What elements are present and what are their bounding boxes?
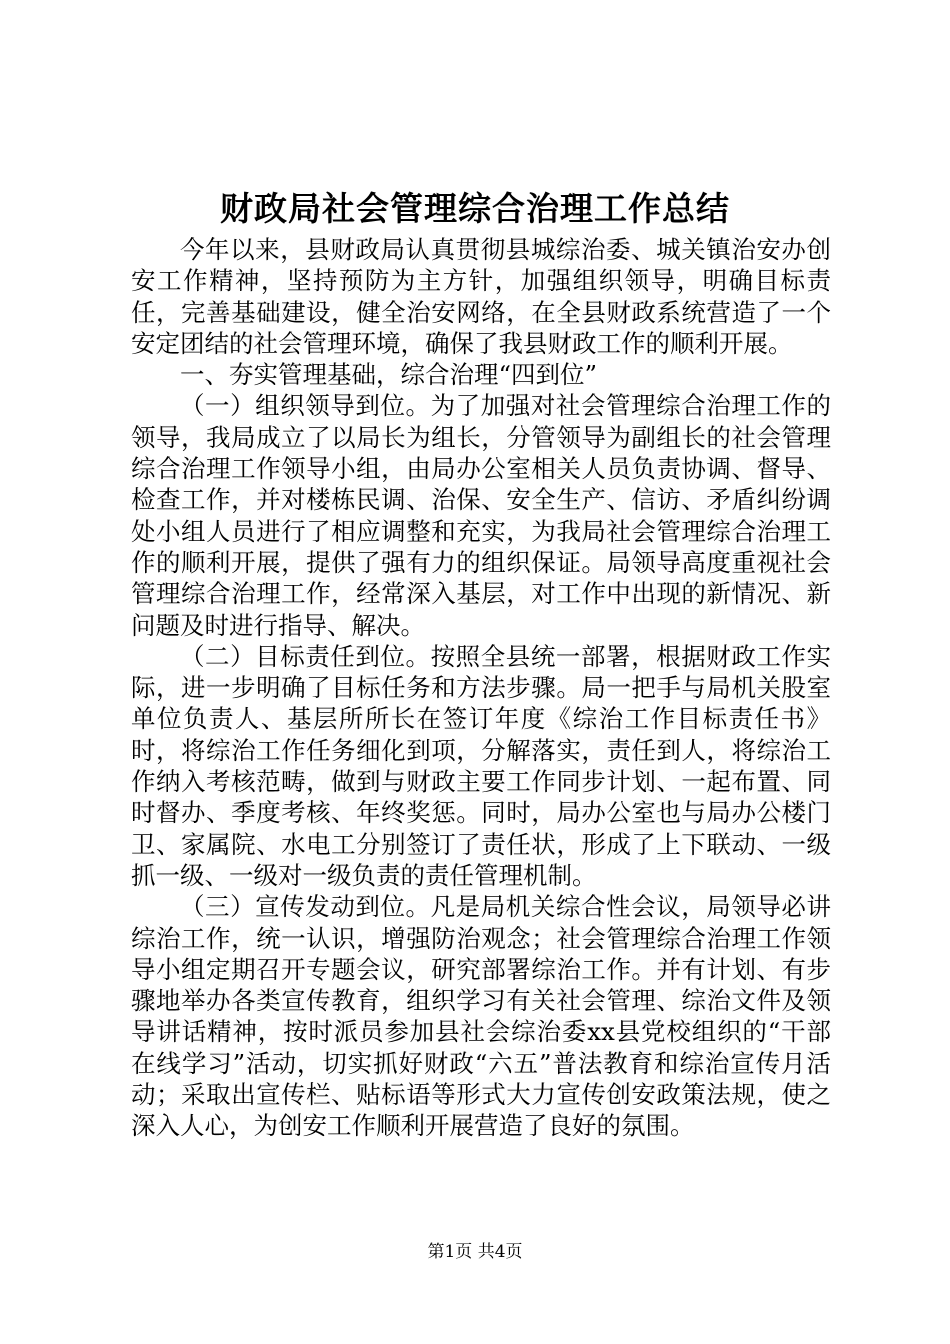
- paragraph-intro: 今年以来，县财政局认真贯彻县城综治委、城关镇治安办创安工作精神，坚持预防为主方针，加强组织领导，明确目标责任，完善基础建设，健全治安网络，在全县财政系统营造了一个安定团结的社会管理环境，确保了我县财政工作的顺利开展。: [131, 235, 831, 358]
- document-body: [131, 234, 831, 1142]
- paragraph-organization: （一）组织领导到位。为了加强对社会管理综合治理工作的领导，我局成立了以局长为组长，分管领导为副组长的社会管理综合治理工作领导小组，由局办公室相关人员负责协调、督导、检查工作，并对楼栋民调、治保、安全生产、信访、矛盾纠纷调处小组人员进行了相应调整和充实，为我局社会管理综合治理工作的顺利开展，提供了强有力的组织保证。局领导高度重视社会管理综合治理工作，经常深入基层，对工作中出现的新情况、新问题及时进行指导、解决。: [131, 391, 831, 640]
- section-heading: 一、夯实管理基础，综合治理“四到位”: [180, 360, 598, 390]
- document-title: 财政局社会管理综合治理工作总结: [220, 189, 730, 228]
- page-number-footer: 第1页 共4页: [427, 1242, 523, 1262]
- paragraph-responsibility: （二）目标责任到位。按照全县统一部署，根据财政工作实际，进一步明确了目标任务和方法步骤。局一把手与局机关股室单位负责人、基层所所长在签订年度《综治工作目标责任书》时，将综治工作任务细化到项，分解落实，责任到人，将综治工作纳入考核范畴，做到与财政主要工作同步计划、一起布置、同时督办、季度考核、年终奖惩。同时，局办公室也与局办公楼门卫、家属院、水电工分别签订了责任状，形成了上下联动、一级抓一级、一级对一级负责的责任管理机制。: [131, 641, 831, 890]
- paragraph-publicity: （三）宣传发动到位。凡是局机关综合性会议，局领导必讲综治工作，统一认识，增强防治观念；社会管理综合治理工作领导小组定期召开专题会议，研究部署综治工作。并有计划、有步骤地举办各类宣传教育，组织学习有关社会管理、综治文件及领导讲话精神，按时派员参加县社会综治委xx县党校组织的“干部在线学习”活动，切实抓好财政“六五”普法教育和综治宣传月活动；采取出宣传栏、贴标语等形式大力宣传创安政策法规，使之深入人心，为创安工作顺利开展营造了良好的氛围。: [131, 892, 831, 1141]
